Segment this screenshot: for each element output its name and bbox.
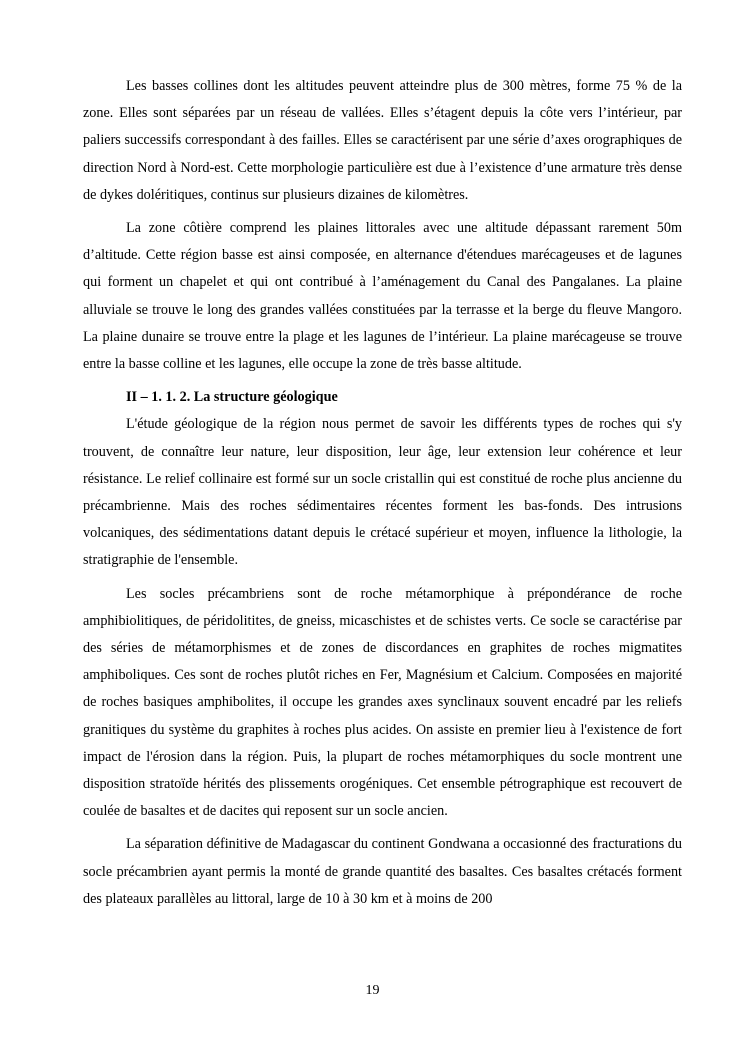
page-number: 19 — [365, 983, 380, 998]
section-heading-structure-geologique: II – 1. 1. 2. La structure géologique — [126, 389, 338, 406]
paragraph-separation-gondwana: La séparation définitive de Madagascar du continent Gondwana a occasionné des fracturations du socle précambrien ayant permis la monté de grande quantité des basaltes. Ces basaltes crétacés forment des plateaux parallèles au littoral, large de 10 à 30 km et à moins de 200 — [83, 836, 682, 907]
document-page — [83, 73, 682, 913]
paragraph-socles-precambriens: Les socles précambriens sont de roche métamorphique à prépondérance de roche amphibiolitiques, de péridolitites, de gneiss, micaschistes et de schistes verts. Ce socle se caractérise par des séries de métamorphismes et de zones de discordances en graphites de roches migmatites amphiboliques. Ces sont de roches plutôt riches en Fer, Magnésium et Calcium. Composées en majorité de roches basiques amphibolites, il occupe les grandes axes synclinaux souvent encadré par les reliefs granitiques du système du graphites à roches plus acides. On assiste en premier lieu à l'existence de fort impact de l'érosion dans la région. Puis, la plupart de roches métamorphiques du socle montrent une disposition stratoïde hérités des plissements orogéniques. Cet ensemble pétrographique est recouvert de coulée de basaltes et de dacites qui reposent sur un socle ancien. — [83, 585, 682, 820]
paragraph-zone-cotiere: La zone côtière comprend les plaines littorales avec une altitude dépassant rarement 50m d’altitude. Cette région basse est ainsi composée, en alternance d'étendues marécageuses et de lagunes qui forment un chapelet et qui ont contribué à l’aménagement du Canal des Pangalanes. La plaine alluviale se trouve le long des grandes vallées constituées par la terrasse et la berge du fleuve Mangoro. La plaine dunaire se trouve entre la plage et les lagunes de l’intérieur. La plaine marécageuse se trouve entre la basse colline et les lagunes, elle occupe la zone de très basse altitude. — [83, 220, 682, 373]
paragraph-basses-collines: Les basses collines dont les altitudes peuvent atteindre plus de 300 mètres, forme 75 % de la zone. Elles sont séparées par un réseau de vallées. Elles s’étagent depuis la côte vers l’intérieur, par paliers successifs correspondant à des failles. Elles se caractérisent par une série d’axes orographiques de direction Nord à Nord-est. Cette morphologie particulière est due à l’existence d’une armature très dense de dykes doléritiques, continus sur plusieurs dizaines de kilomètres. — [83, 78, 682, 203]
paragraph-etude-geologique: L'étude géologique de la région nous permet de savoir les différents types de roches qui s'y trouvent, de connaître leur nature, leur disposition, leur âge, leur extension leur cohérence et leur résistance. Le relief collinaire est formé sur un socle cristallin qui est constitué de roche plus ancienne du précambrienne. Mais des roches sédimentaires récentes forment les bas-fonds. Des intrusions volcaniques, des sédimentations datant depuis le crétacé supérieur et moyen, influence la lithologie, la stratigraphie de l'ensemble. — [83, 416, 682, 569]
